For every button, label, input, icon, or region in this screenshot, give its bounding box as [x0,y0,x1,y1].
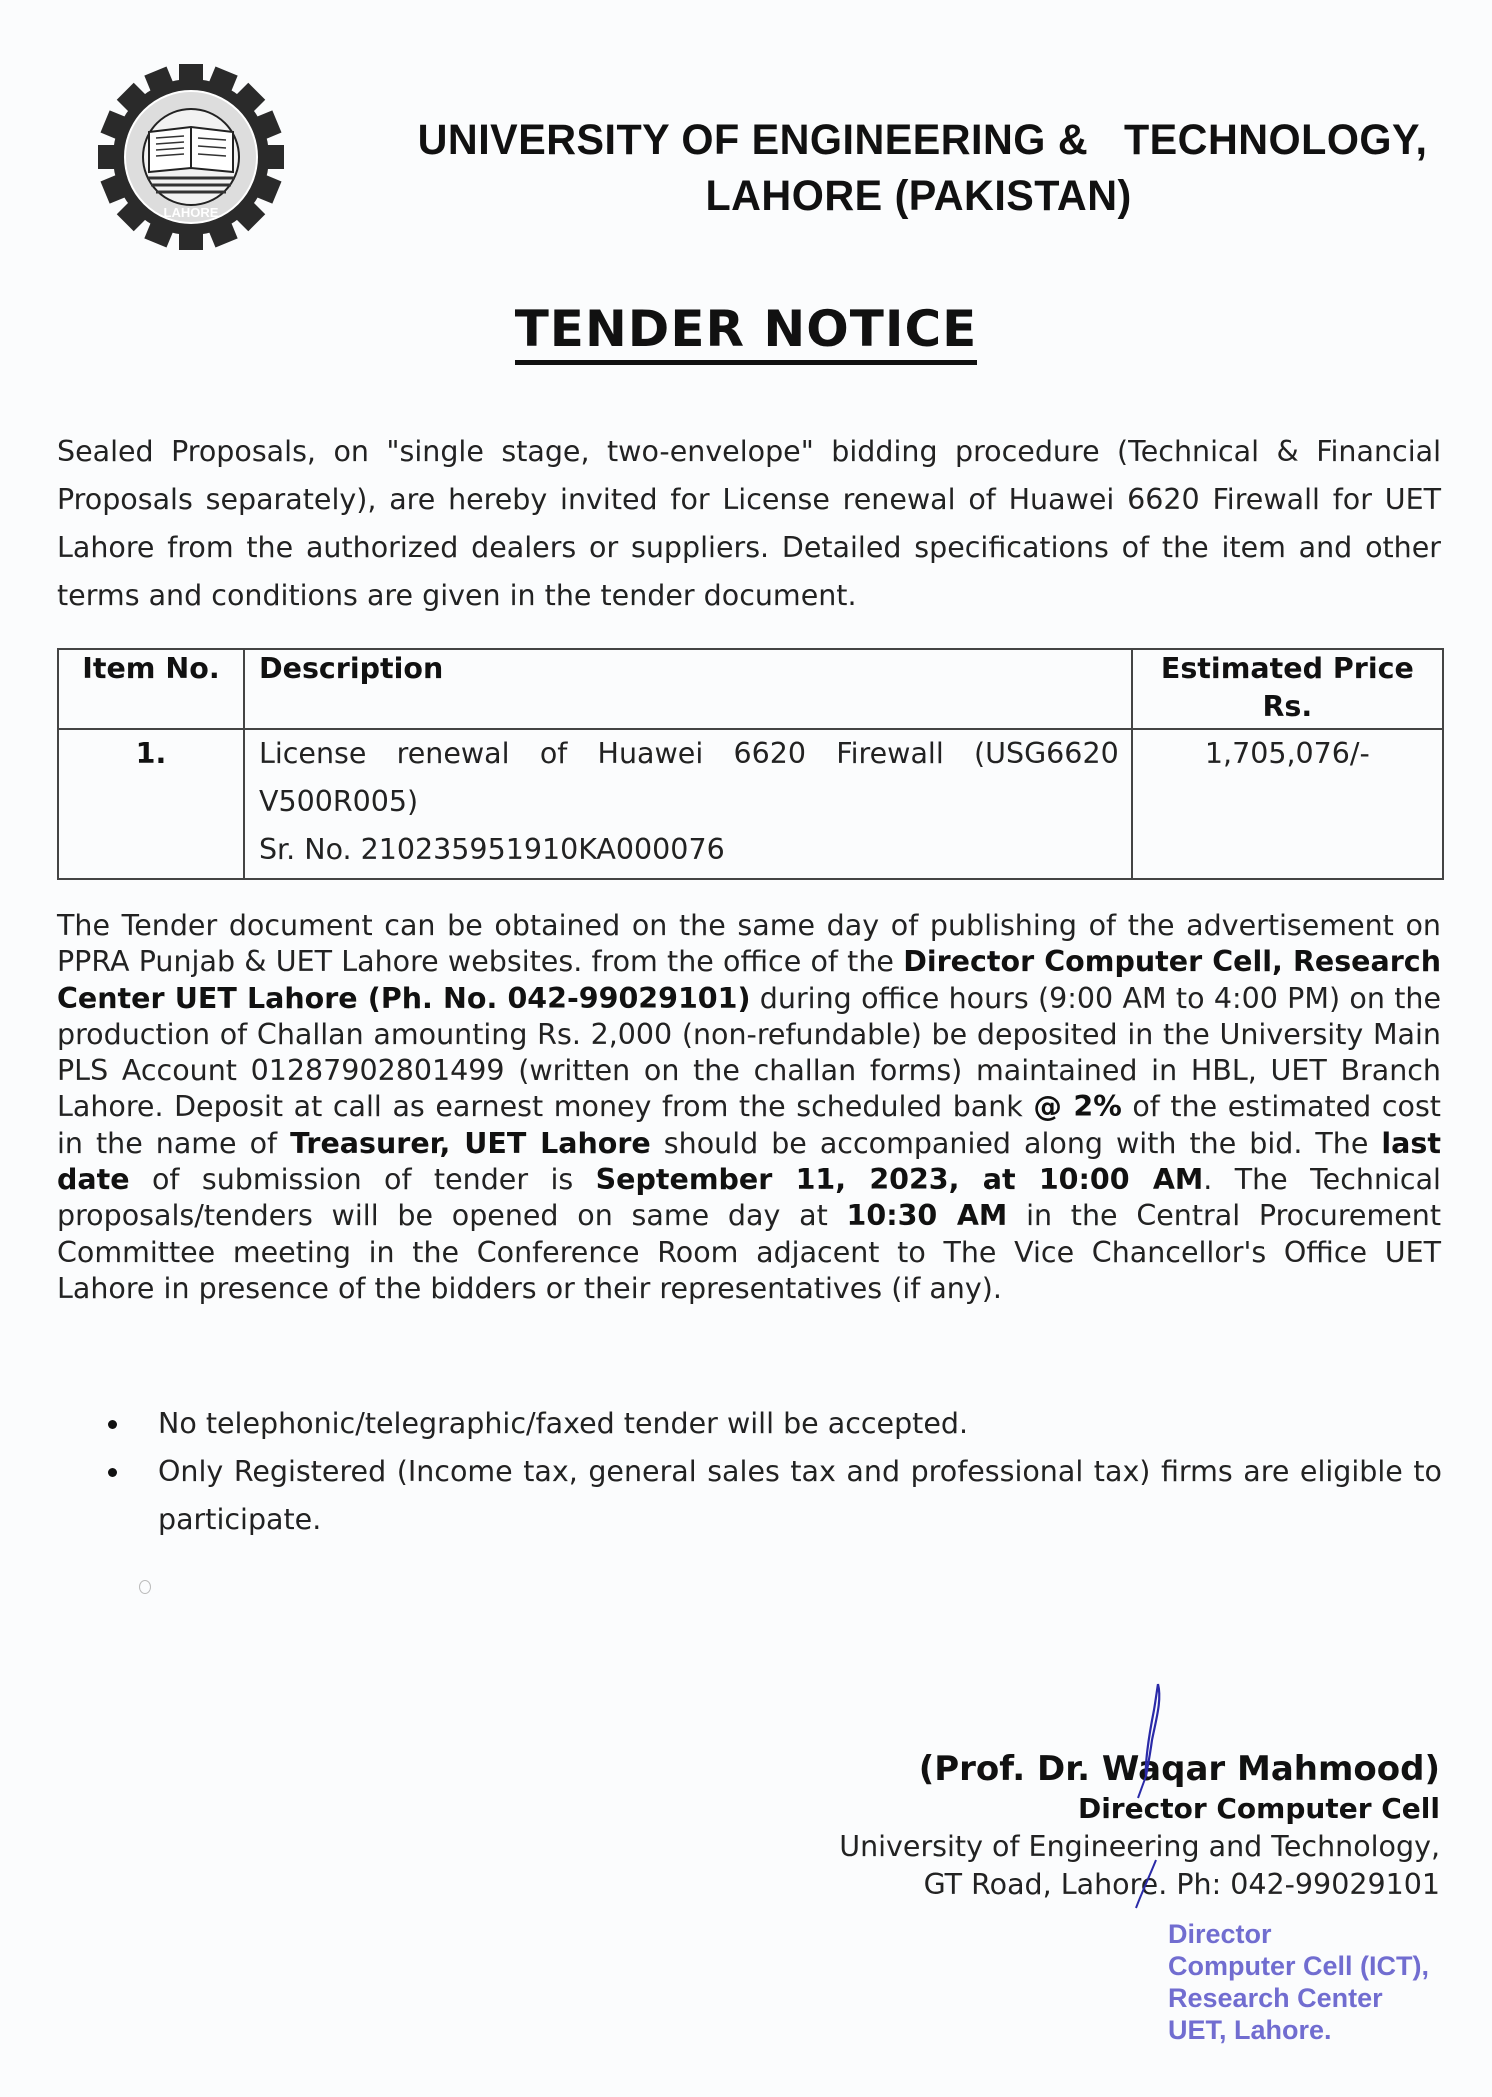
svg-text:LAHORE: LAHORE [163,205,219,220]
university-name [323,112,1446,224]
details-text: during office hours (9:00 AM to 4:00 PM) on the production of Challan amounting Rs. 2,000 (non-refundable) be deposited in the University Main PLS Account 01287902801499 (written on the challan forms) maintained in HBL, UET Branch Lahore. Deposit at call as earnest money from the scheduled bank [57,981,1441,1124]
stamp-line-3: Research Center [1168,1983,1383,2013]
details-text: of submission of tender is [129,1163,596,1197]
details-text: The Tender document can be obtained on the same day of publishing of the advertisement on PPRA Punjab & UET Lahore websites. from the office of the [57,909,1441,979]
address-line-1: University of Engineering and Technology, [839,1830,1440,1863]
stamp-line-1: Director [1168,1919,1272,1949]
details-text: of the estimated cost in the name of [57,1090,1441,1160]
header-description: Description [244,649,1132,729]
tender-items-table [57,648,1444,880]
cell-description [244,729,1132,879]
submission-deadline: September 11, 2023, at 10:00 AM [595,1163,1204,1197]
details-text: . The Technical proposals/tenders will be opened on same day at [57,1163,1441,1233]
last-date-label: last date [57,1126,1441,1197]
signatory-designation: Director Computer Cell [1077,1792,1440,1825]
description-text: License renewal of Huawei 6620 Firewall (USG6620 V500R005) [258,737,1119,818]
page-title [0,300,1492,358]
details-text: in the Central Procurement Committee meeting in the Conference Room adjacent to The Vice Chancellor's Office UET Lahore in presence of the bidders or their representatives (if any). [57,1199,1441,1305]
tender-details-paragraph [57,908,1441,1307]
stamp-line-2: Computer Cell (ICT), [1168,1951,1429,1981]
signatory-name: (Prof. Dr. Waqar Mahmood) [918,1749,1440,1789]
university-logo [96,62,286,252]
university-name-line2: LAHORE (PAKISTAN) [705,172,1132,220]
opening-time: 10:30 AM [846,1199,1008,1233]
condition-text: Only Registered (Income tax, general sales tax and professional tax) firms are eligible to participate. [158,1455,1442,1536]
header-estimated-price: Estimated Price Rs. [1132,649,1443,729]
earnest-money-rate: @ 2% [1033,1090,1122,1124]
table-header-row [58,649,1443,729]
conditions-list [100,1400,1442,1544]
scan-speck [139,1580,151,1594]
cell-item-no: 1. [58,729,244,879]
bullet-icon [108,1420,117,1429]
university-gear-emblem-icon [96,62,286,252]
office-stamp [1168,1918,1429,2046]
payee-name: Treasurer, UET Lahore [290,1126,651,1160]
bullet-icon [108,1468,117,1477]
list-item [100,1448,1442,1544]
address-line-2: GT Road, Lahore. Ph: 042-99029101 [923,1868,1440,1901]
cell-price: 1,705,076/- [1132,729,1443,879]
office-contact: Director Computer Cell, Research Center UET Lahore (Ph. No. 042-99029101) [57,945,1441,1015]
handwritten-signature-icon [1080,1680,1170,1910]
tender-notice-heading: TENDER NOTICE [515,300,978,365]
stamp-line-4: UET, Lahore. [1168,2015,1332,2045]
list-item [100,1400,1442,1448]
table-row [58,729,1443,879]
intro-paragraph: Sealed Proposals, on "single stage, two-envelope" bidding procedure (Technical & Financial Proposals separately), are hereby invited for License renewal of Huawei 6620 Firewall for UET Lahore from the authorized dealers or suppliers. Detailed specifications of the item and other terms and conditions are given in the tender document. [57,435,1441,612]
serial-number: Sr. No. 210235951910KA000076 [258,833,725,866]
condition-text: No telephonic/telegraphic/faxed tender will be accepted. [158,1407,969,1440]
details-text: should be accompanied along with the bid. The [650,1126,1382,1160]
header-item-no: Item No. [58,649,244,729]
university-name-line1: UNIVERSITY OF ENGINEERING & TECHNOLOGY, [417,116,1428,164]
